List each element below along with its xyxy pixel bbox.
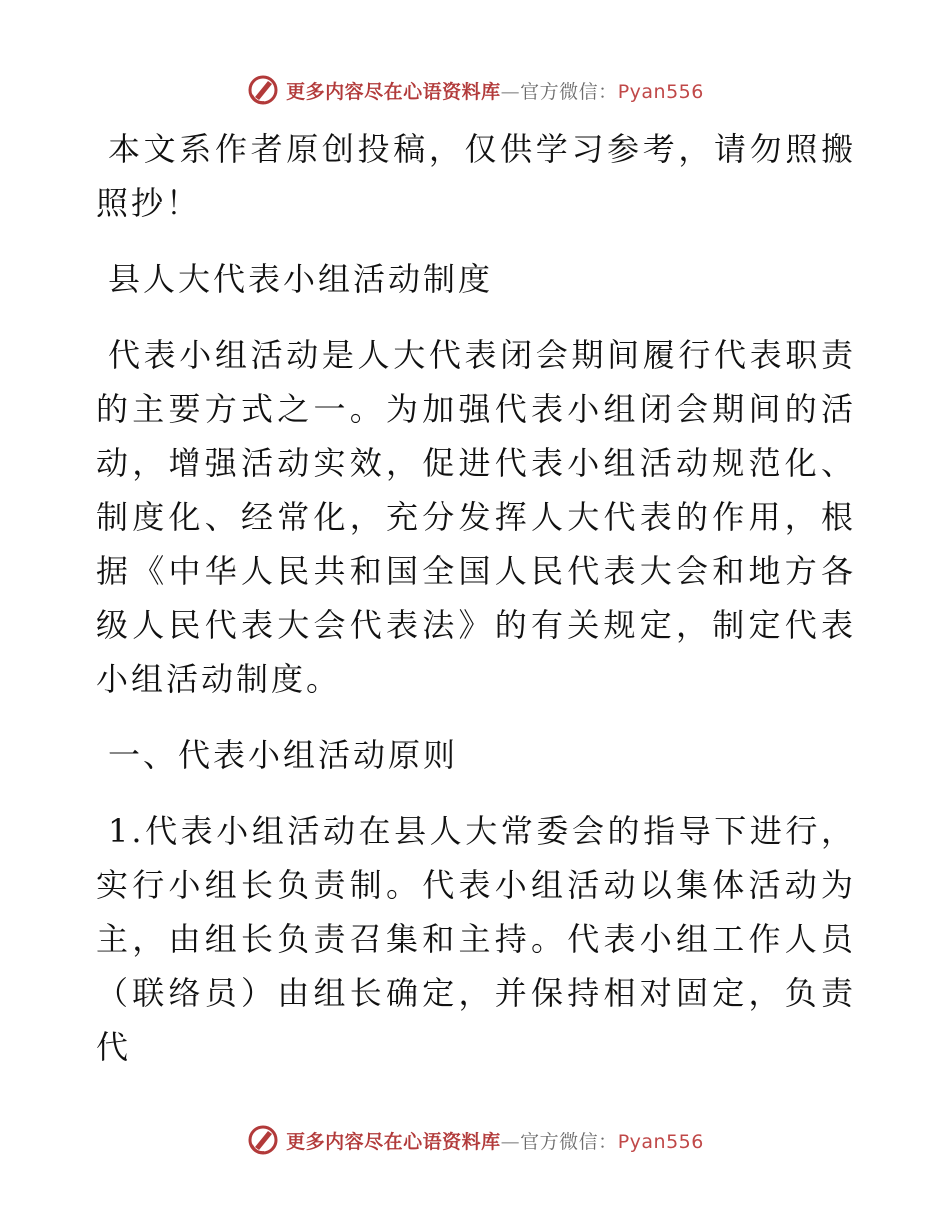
principle-item-1: 1.代表小组活动在县人大常委会的指导下进行，实行小组长负责制。代表小组活动以集体活动为主，由组长负责召集和主持。代表小组工作人员（联络员）由组长确定，并保持相对固定，负责代: [96, 812, 856, 1066]
watermark-wechat-id: Pyan556: [617, 1130, 704, 1153]
section-heading-principles: 一、代表小组活动原则: [108, 736, 459, 774]
watermark-dash: —: [500, 80, 521, 103]
watermark-wechat-id: Pyan556: [617, 80, 704, 103]
footer-watermark-banner: [0, 1120, 950, 1160]
watermark-sub-text: 官方微信：: [520, 1130, 618, 1153]
header-watermark-banner: [0, 70, 950, 110]
watermark-group: [246, 1123, 704, 1157]
pen-swirl-logo-icon: [246, 1123, 280, 1157]
watermark-group: [246, 73, 704, 107]
watermark-text: [286, 1127, 704, 1154]
watermark-sub-text: 官方微信：: [520, 80, 618, 103]
copyright-notice: 本文系作者原创投稿，仅供学习参考，请勿照搬照抄！: [96, 130, 856, 222]
watermark-text: [286, 77, 704, 104]
intro-paragraph: 代表小组活动是人大代表闭会期间履行代表职责的主要方式之一。为加强代表小组闭会期间的活动，增强活动实效，促进代表小组活动规范化、制度化、经常化，充分发挥人大代表的作用，根据《中华人民共和国全国人民代表大会和地方各级人民代表大会代表法》的有关规定，制定代表小组活动制度。: [96, 336, 856, 698]
pen-swirl-logo-icon: [246, 73, 280, 107]
document-title: 县人大代表小组活动制度: [108, 260, 494, 298]
watermark-dash: —: [500, 1130, 521, 1153]
watermark-main-text: 更多内容尽在心语资料库: [286, 1130, 501, 1153]
watermark-main-text: 更多内容尽在心语资料库: [286, 80, 501, 103]
document-body: [96, 122, 856, 1096]
